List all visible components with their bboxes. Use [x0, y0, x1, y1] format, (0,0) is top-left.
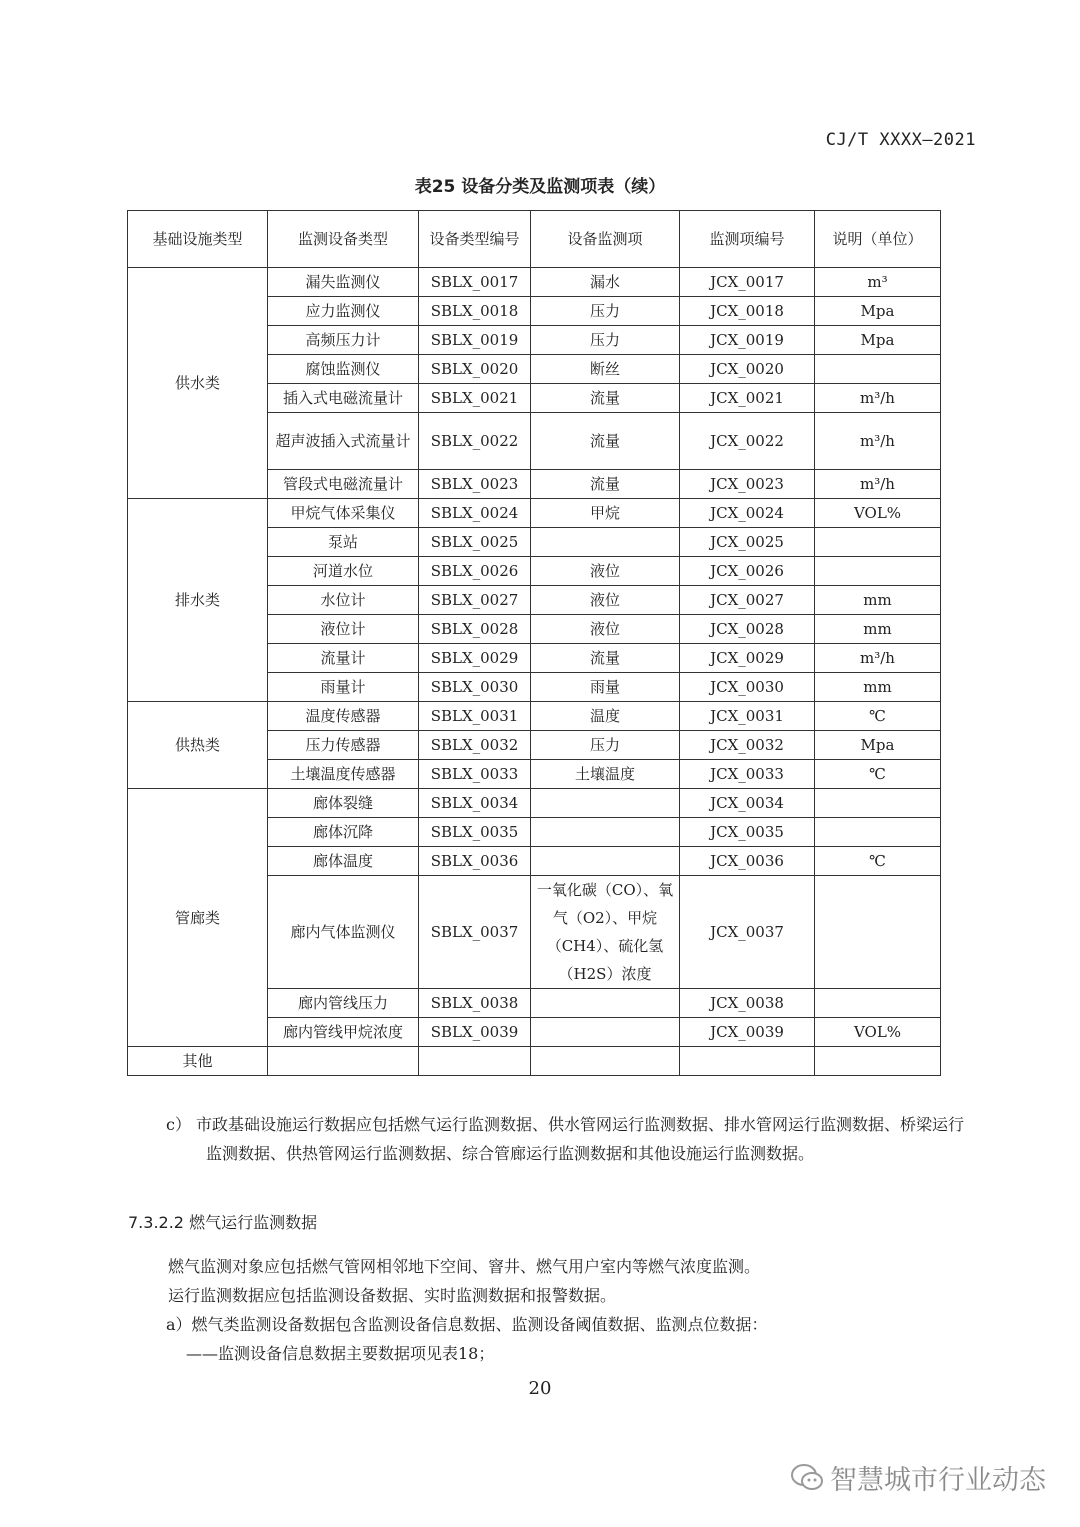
device-code-cell: SBLX_0021 — [419, 384, 531, 413]
device-code-cell: SBLX_0038 — [419, 989, 531, 1018]
item-code-cell: JCX_0018 — [680, 297, 815, 326]
unit-cell: Mpa — [815, 731, 941, 760]
infrastructure-type-cell: 排水类 — [128, 499, 268, 702]
unit-cell: VOL% — [815, 499, 941, 528]
table-title: 表25 设备分类及监测项表（续） — [414, 177, 666, 197]
table-row — [128, 499, 941, 528]
infrastructure-type-cell: 管廊类 — [128, 789, 268, 1047]
device-type-cell: 河道水位 — [268, 557, 419, 586]
unit-cell: mm — [815, 673, 941, 702]
body-line-3: a）燃气类监测设备数据包含监测设备信息数据、监测设备阈值数据、监测点位数据： — [166, 1315, 768, 1334]
item-code-cell: JCX_0032 — [680, 731, 815, 760]
item-code-cell: JCX_0026 — [680, 557, 815, 586]
monitor-item-cell: 漏水 — [531, 268, 680, 297]
device-classification-table — [127, 210, 941, 1076]
wechat-icon — [790, 1463, 824, 1493]
device-type-cell: 廊体沉降 — [268, 818, 419, 847]
monitor-item-cell — [531, 528, 680, 557]
monitor-item-cell: 土壤温度 — [531, 760, 680, 789]
device-type-cell: 泵站 — [268, 528, 419, 557]
device-code-cell: SBLX_0024 — [419, 499, 531, 528]
device-code-cell — [419, 1047, 531, 1076]
unit-cell — [815, 355, 941, 384]
device-code-cell: SBLX_0037 — [419, 876, 531, 989]
unit-cell: m³/h — [815, 384, 941, 413]
unit-cell — [815, 876, 941, 989]
item-code-cell: JCX_0029 — [680, 644, 815, 673]
device-code-cell: SBLX_0036 — [419, 847, 531, 876]
device-type-cell: 廊体温度 — [268, 847, 419, 876]
device-code-cell: SBLX_0033 — [419, 760, 531, 789]
item-code-cell: JCX_0035 — [680, 818, 815, 847]
monitor-item-cell: 压力 — [531, 297, 680, 326]
unit-cell: ℃ — [815, 760, 941, 789]
paragraph-c: c） 市政基础设施运行数据应包括燃气运行监测数据、供水管网运行监测数据、排水管网运行监测数据、桥梁运行监测数据、供热管网运行监测数据、综合管廊运行监测数据和其他设施运行监测数据。 — [166, 1115, 965, 1163]
item-code-cell: JCX_0037 — [680, 876, 815, 989]
item-code-cell: JCX_0039 — [680, 1018, 815, 1047]
infrastructure-type-cell: 供热类 — [128, 702, 268, 789]
monitor-item-cell: 甲烷 — [531, 499, 680, 528]
device-type-cell: 廊内管线甲烷浓度 — [268, 1018, 419, 1047]
monitor-item-cell: 液位 — [531, 586, 680, 615]
infrastructure-type-cell: 供水类 — [128, 268, 268, 499]
column-header: 说明（单位） — [815, 211, 941, 268]
device-code-cell: SBLX_0027 — [419, 586, 531, 615]
item-code-cell: JCX_0028 — [680, 615, 815, 644]
unit-cell: ℃ — [815, 847, 941, 876]
item-code-cell: JCX_0022 — [680, 413, 815, 470]
column-header: 监测设备类型 — [268, 211, 419, 268]
device-code-cell: SBLX_0031 — [419, 702, 531, 731]
table-row — [128, 702, 941, 731]
table-row — [128, 1047, 941, 1076]
device-type-cell: 腐蚀监测仪 — [268, 355, 419, 384]
device-type-cell: 廊内气体监测仪 — [268, 876, 419, 989]
unit-cell: mm — [815, 615, 941, 644]
item-code-cell: JCX_0034 — [680, 789, 815, 818]
infrastructure-type-cell: 其他 — [128, 1047, 268, 1076]
monitor-item-cell — [531, 1047, 680, 1076]
monitor-item-cell: 流量 — [531, 384, 680, 413]
device-code-cell: SBLX_0022 — [419, 413, 531, 470]
column-header: 设备类型编号 — [419, 211, 531, 268]
item-code-cell: JCX_0021 — [680, 384, 815, 413]
device-type-cell: 土壤温度传感器 — [268, 760, 419, 789]
device-code-cell: SBLX_0039 — [419, 1018, 531, 1047]
monitor-item-cell — [531, 989, 680, 1018]
monitor-item-cell: 流量 — [531, 470, 680, 499]
table-row — [128, 789, 941, 818]
unit-cell — [815, 989, 941, 1018]
body-line-4: ——监测设备信息数据主要数据项见表18； — [186, 1344, 495, 1363]
device-type-cell: 高频压力计 — [268, 326, 419, 355]
device-code-cell: SBLX_0029 — [419, 644, 531, 673]
item-code-cell: JCX_0019 — [680, 326, 815, 355]
device-code-cell: SBLX_0018 — [419, 297, 531, 326]
monitor-item-cell: 流量 — [531, 644, 680, 673]
device-code-cell: SBLX_0030 — [419, 673, 531, 702]
unit-cell — [815, 528, 941, 557]
device-type-cell: 压力传感器 — [268, 731, 419, 760]
monitor-item-cell: 液位 — [531, 615, 680, 644]
unit-cell — [815, 557, 941, 586]
device-type-cell: 水位计 — [268, 586, 419, 615]
unit-cell: mm — [815, 586, 941, 615]
device-code-cell: SBLX_0025 — [419, 528, 531, 557]
device-type-cell: 管段式电磁流量计 — [268, 470, 419, 499]
table-row — [128, 268, 941, 297]
unit-cell: Mpa — [815, 297, 941, 326]
monitor-item-cell: 雨量 — [531, 673, 680, 702]
device-code-cell: SBLX_0034 — [419, 789, 531, 818]
body-line-2: 运行监测数据应包括监测设备数据、实时监测数据和报警数据。 — [168, 1286, 617, 1305]
watermark-text: 智慧城市行业动态 — [830, 1465, 1046, 1496]
standard-number: CJ/T XXXX—2021 — [825, 130, 976, 150]
page-number: 20 — [528, 1378, 552, 1399]
unit-cell — [815, 818, 941, 847]
unit-cell: m³/h — [815, 470, 941, 499]
device-code-cell: SBLX_0026 — [419, 557, 531, 586]
item-code-cell: JCX_0031 — [680, 702, 815, 731]
unit-cell: m³ — [815, 268, 941, 297]
device-code-cell: SBLX_0035 — [419, 818, 531, 847]
monitor-item-cell: 液位 — [531, 557, 680, 586]
watermark — [790, 1458, 1046, 1497]
unit-cell: Mpa — [815, 326, 941, 355]
unit-cell: ℃ — [815, 702, 941, 731]
device-type-cell: 插入式电磁流量计 — [268, 384, 419, 413]
monitor-item-cell — [531, 789, 680, 818]
device-code-cell: SBLX_0017 — [419, 268, 531, 297]
device-type-cell: 漏失监测仪 — [268, 268, 419, 297]
item-code-cell: JCX_0020 — [680, 355, 815, 384]
device-type-cell: 超声波插入式流量计 — [268, 413, 419, 470]
item-code-cell: JCX_0038 — [680, 989, 815, 1018]
item-code-cell: JCX_0023 — [680, 470, 815, 499]
device-code-cell: SBLX_0023 — [419, 470, 531, 499]
monitor-item-cell: 压力 — [531, 731, 680, 760]
monitor-item-cell: 流量 — [531, 413, 680, 470]
unit-cell: m³/h — [815, 644, 941, 673]
monitor-item-cell — [531, 818, 680, 847]
monitor-item-cell: 压力 — [531, 326, 680, 355]
unit-cell — [815, 1047, 941, 1076]
unit-cell: m³/h — [815, 413, 941, 470]
item-code-cell: JCX_0025 — [680, 528, 815, 557]
device-code-cell: SBLX_0032 — [419, 731, 531, 760]
monitor-item-cell: 一氧化碳（CO）、氧气（O2）、甲烷（CH4）、硫化氢（H2S）浓度 — [531, 876, 680, 989]
device-type-cell: 甲烷气体采集仪 — [268, 499, 419, 528]
device-code-cell: SBLX_0020 — [419, 355, 531, 384]
device-type-cell: 流量计 — [268, 644, 419, 673]
item-code-cell: JCX_0024 — [680, 499, 815, 528]
column-header: 基础设施类型 — [128, 211, 268, 268]
monitor-item-cell: 断丝 — [531, 355, 680, 384]
monitor-item-cell — [531, 1018, 680, 1047]
item-code-cell: JCX_0027 — [680, 586, 815, 615]
device-type-cell: 雨量计 — [268, 673, 419, 702]
item-code-cell: JCX_0033 — [680, 760, 815, 789]
item-code-cell — [680, 1047, 815, 1076]
column-header: 监测项编号 — [680, 211, 815, 268]
column-header: 设备监测项 — [531, 211, 680, 268]
unit-cell — [815, 789, 941, 818]
item-code-cell: JCX_0036 — [680, 847, 815, 876]
item-code-cell: JCX_0030 — [680, 673, 815, 702]
monitor-item-cell: 温度 — [531, 702, 680, 731]
device-code-cell: SBLX_0019 — [419, 326, 531, 355]
device-type-cell: 廊体裂缝 — [268, 789, 419, 818]
body-line-1: 燃气监测对象应包括燃气管网相邻地下空间、窨井、燃气用户室内等燃气浓度监测。 — [168, 1257, 761, 1276]
device-type-cell: 温度传感器 — [268, 702, 419, 731]
device-type-cell: 液位计 — [268, 615, 419, 644]
device-code-cell: SBLX_0028 — [419, 615, 531, 644]
device-type-cell: 廊内管线压力 — [268, 989, 419, 1018]
device-type-cell: 应力监测仪 — [268, 297, 419, 326]
unit-cell: VOL% — [815, 1018, 941, 1047]
device-type-cell — [268, 1047, 419, 1076]
item-code-cell: JCX_0017 — [680, 268, 815, 297]
monitor-item-cell — [531, 847, 680, 876]
section-heading: 7.3.2.2 燃气运行监测数据 — [128, 1213, 318, 1232]
